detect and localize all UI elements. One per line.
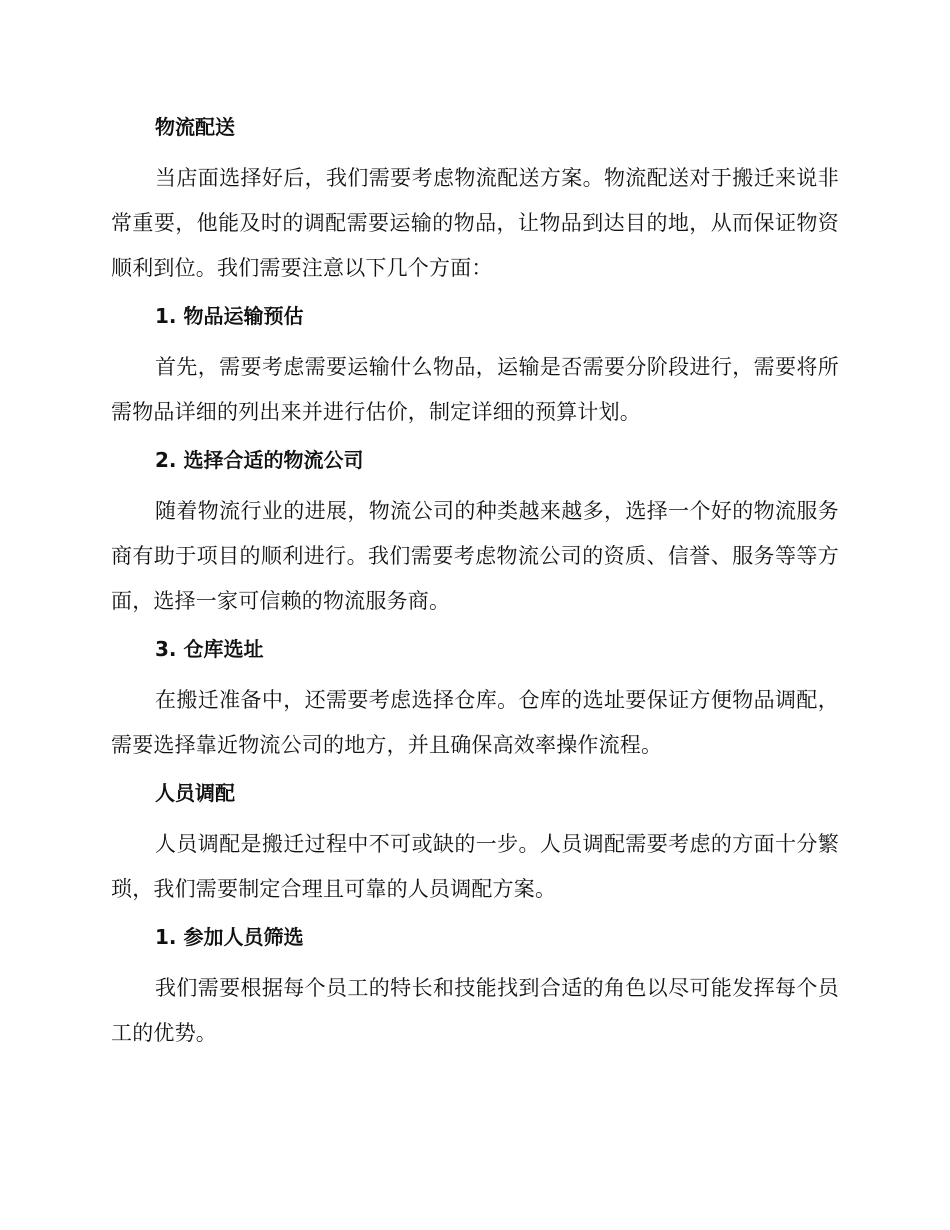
subheading-warehouse-location: 3. 仓库选址 bbox=[155, 637, 264, 661]
section-heading-logistics: 物流配送 bbox=[155, 115, 235, 139]
subheading-choose-logistics-company: 2. 选择合适的物流公司 bbox=[155, 448, 364, 472]
paragraph-choose-logistics-company: 随着物流行业的进展，物流公司的种类越来越多，选择一个好的物流服务商有助于项目的顺利进行。我们需要考虑物流公司的资质、信誉、服务等等方面，选择一家可信赖的物流服务商。 bbox=[111, 499, 839, 613]
section-heading-staffing: 人员调配 bbox=[155, 781, 235, 805]
paragraph-staffing-intro: 人员调配是搬迁过程中不可或缺的一步。人员调配需要考虑的方面十分繁琐，我们需要制定合理且可靠的人员调配方案。 bbox=[111, 832, 839, 901]
paragraph-warehouse-location: 在搬迁准备中，还需要考虑选择仓库。仓库的选址要保证方便物品调配，需要选择靠近物流公司的地方，并且确保高效率操作流程。 bbox=[111, 688, 839, 757]
paragraph-transport-estimate: 首先，需要考虑需要运输什么物品，运输是否需要分阶段进行，需要将所需物品详细的列出来并进行估价，制定详细的预算计划。 bbox=[111, 355, 839, 424]
subheading-staff-selection: 1. 参加人员筛选 bbox=[155, 925, 304, 949]
paragraph-logistics-intro: 当店面选择好后，我们需要考虑物流配送方案。物流配送对于搬迁来说非常重要，他能及时的调配需要运输的物品，让物品到达目的地，从而保证物资顺利到位。我们需要注意以下几个方面： bbox=[111, 166, 839, 280]
paragraph-staff-selection: 我们需要根据每个员工的特长和技能找到合适的角色以尽可能发挥每个员工的优势。 bbox=[111, 976, 839, 1045]
subheading-transport-estimate: 1. 物品运输预估 bbox=[155, 304, 304, 328]
